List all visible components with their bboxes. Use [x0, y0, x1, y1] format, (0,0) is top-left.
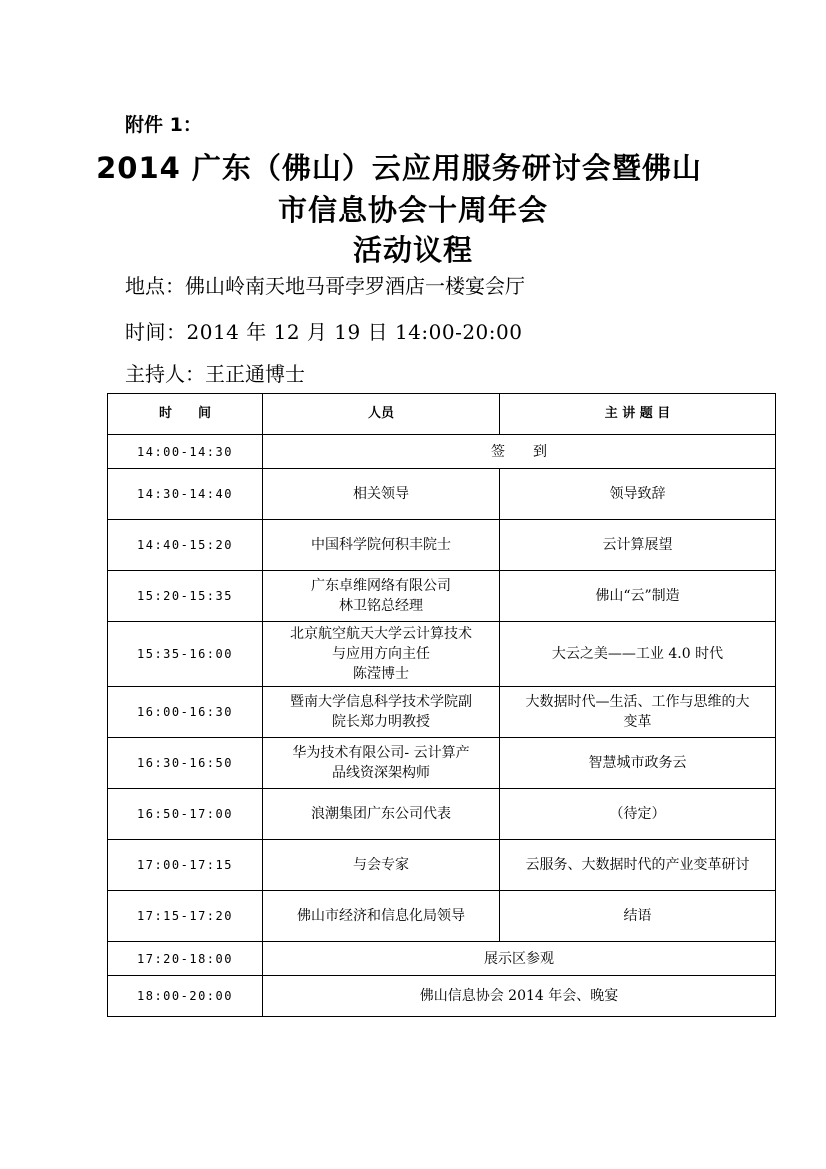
header-person: 人员 [263, 394, 500, 435]
person-line: 陈滢博士 [353, 666, 409, 682]
table-row [108, 469, 776, 520]
row-person: 佛山市经济和信息化局领导 [263, 891, 500, 942]
row-topic: （待定） [500, 789, 776, 840]
row-time: 16:00-16:30 [108, 687, 263, 738]
table-row [108, 571, 776, 622]
host-text: 主持人：王正通博士 [125, 362, 305, 386]
table-row [108, 840, 776, 891]
row-topic: 云服务、大数据时代的产业变革研讨 [500, 840, 776, 891]
person-line: 北京航空航天大学云计算技术 [290, 626, 472, 642]
title-line-2: 市信息协会十周年会 [277, 193, 548, 227]
person-line: 与应用方向主任 [332, 646, 430, 662]
header-topic: 主 讲 题 目 [500, 394, 776, 435]
person-line: 华为技术有限公司- 云计算产 [292, 745, 470, 761]
row-time: 15:20-15:35 [108, 571, 263, 622]
row-topic: 佛山“云”制造 [500, 571, 776, 622]
row-merged: 佛山信息协会 2014 年会、晚宴 [263, 976, 776, 1017]
table-row [108, 622, 776, 687]
header-time: 时 间 [108, 394, 263, 435]
row-merged: 展示区参观 [263, 942, 776, 976]
row-time: 18:00-20:00 [108, 976, 263, 1017]
person-line: 暨南大学信息科学技术学院副 [290, 694, 472, 710]
row-person [263, 571, 500, 622]
row-person: 浪潮集团广东公司代表 [263, 789, 500, 840]
table-row [108, 942, 776, 976]
row-time: 17:15-17:20 [108, 891, 263, 942]
row-person [263, 622, 500, 687]
row-time: 14:00-14:30 [108, 435, 263, 469]
row-topic: 结语 [500, 891, 776, 942]
agenda-table [107, 393, 776, 1017]
row-time: 14:30-14:40 [108, 469, 263, 520]
table-row [108, 520, 776, 571]
table-row [108, 976, 776, 1017]
table-row [108, 435, 776, 469]
row-person [263, 738, 500, 789]
row-topic [500, 687, 776, 738]
table-header-row [108, 394, 776, 435]
person-line: 广东卓维网络有限公司 [311, 578, 451, 594]
row-time: 17:20-18:00 [108, 942, 263, 976]
row-time: 14:40-15:20 [108, 520, 263, 571]
row-time: 16:30-16:50 [108, 738, 263, 789]
row-time: 16:50-17:00 [108, 789, 263, 840]
title-line-1: 2014 广东（佛山）云应用服务研讨会暨佛山 [96, 151, 702, 185]
row-time: 15:35-16:00 [108, 622, 263, 687]
table-row [108, 687, 776, 738]
attachment-label: 附件 1： [125, 114, 202, 136]
location-text: 地点：佛山岭南天地马哥孛罗酒店一楼宴会厅 [125, 274, 525, 298]
topic-line: 大数据时代—生活、工作与思维的大 [525, 694, 750, 710]
row-topic: 领导致辞 [500, 469, 776, 520]
row-person: 与会专家 [263, 840, 500, 891]
row-person: 相关领导 [263, 469, 500, 520]
table-row [108, 891, 776, 942]
person-line: 院长郑力明教授 [332, 714, 430, 730]
row-topic: 智慧城市政务云 [500, 738, 776, 789]
table-row [108, 789, 776, 840]
topic-line: 变革 [623, 714, 652, 730]
row-person [263, 687, 500, 738]
row-topic: 大云之美——工业 4.0 时代 [500, 622, 776, 687]
time-text: 时间：2014 年 12 月 19 日 14:00-20:00 [125, 320, 523, 344]
person-line: 林卫铭总经理 [339, 598, 423, 614]
row-topic: 云计算展望 [500, 520, 776, 571]
row-time: 17:00-17:15 [108, 840, 263, 891]
person-line: 品线资深架构师 [332, 765, 430, 781]
title-line-3: 活动议程 [352, 233, 473, 267]
row-merged: 签 到 [263, 435, 776, 469]
table-row [108, 738, 776, 789]
row-person: 中国科学院何积丰院士 [263, 520, 500, 571]
